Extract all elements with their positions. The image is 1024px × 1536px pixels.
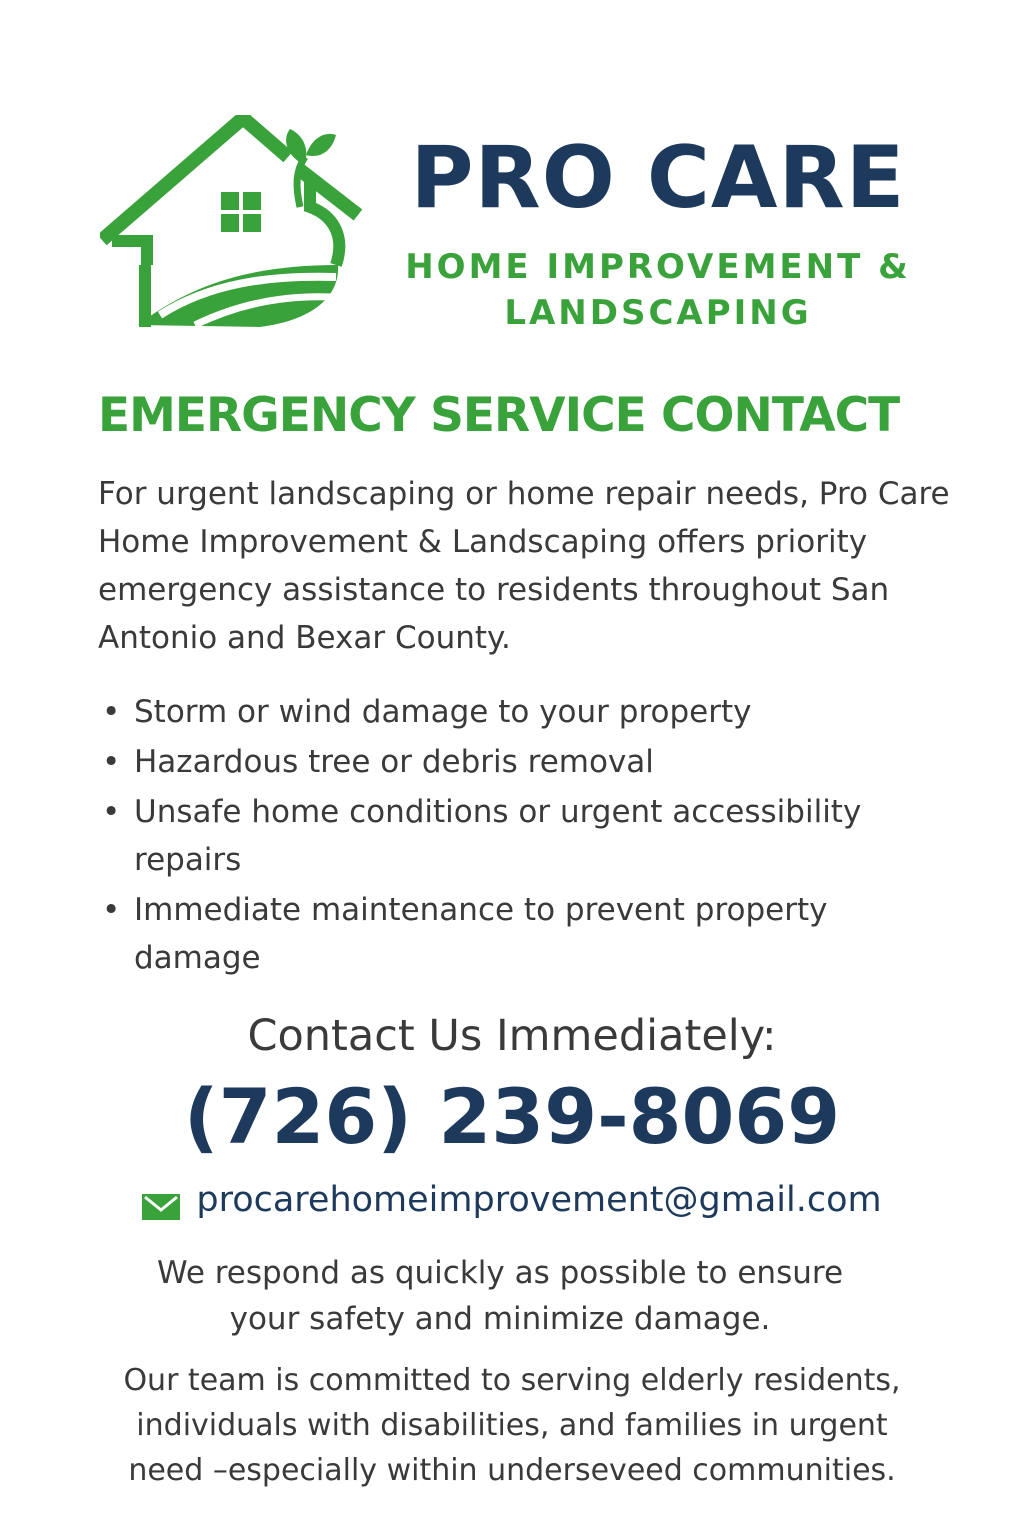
house-with-leaf-icon [100,115,362,335]
list-item [98,886,958,982]
commitment-line2: individuals with disabilities, and families in urgent [136,1408,888,1443]
list-item-text: Storm or wind damage to your property [134,694,752,730]
response-note-line2: your safety and minimize damage. [229,1301,771,1337]
bullet-icon: • [102,744,121,780]
list-item [98,788,958,884]
envelope-icon [142,1185,180,1211]
email-row [0,1176,1024,1224]
list-item [98,738,958,786]
bullet-icon: • [102,794,121,830]
list-item [98,688,958,736]
brand-name: PRO CARE [410,128,906,228]
response-note [0,1250,1000,1342]
list-item-text: Unsafe home conditions or urgent accessibility repairs [134,794,862,878]
commitment-line1: Our team is committed to serving elderly residents, [123,1363,901,1398]
email-link[interactable]: procarehomeimprovement@gmail.com [196,1180,882,1220]
page-title: EMERGENCY SERVICE CONTACT [98,388,900,443]
list-item-text: Hazardous tree or debris removal [134,744,654,780]
commitment-line3: need –especially within underseveed communities. [128,1453,896,1488]
contact-title: Contact Us Immediately: [247,1011,777,1061]
services-list [98,688,958,984]
bullet-icon: • [102,892,121,928]
brand-subtitle-line2: LANDSCAPING [504,293,812,333]
bullet-icon: • [102,694,121,730]
brand-subtitle-line1: HOME IMPROVEMENT & [405,247,911,287]
phone-number[interactable]: (726) 239-8069 [183,1072,841,1161]
response-note-line1: We respond as quickly as possible to ensure [156,1255,844,1291]
list-item-text: Immediate maintenance to prevent property damage [134,892,828,976]
brand-subtitle [384,244,932,336]
intro-paragraph: For urgent landscaping or home repair needs, Pro Care Home Improvement & Landscaping offers priority emergency assistance to residents throughout San Antonio and Bexar County. [98,476,950,656]
commitment-note [0,1358,1024,1493]
